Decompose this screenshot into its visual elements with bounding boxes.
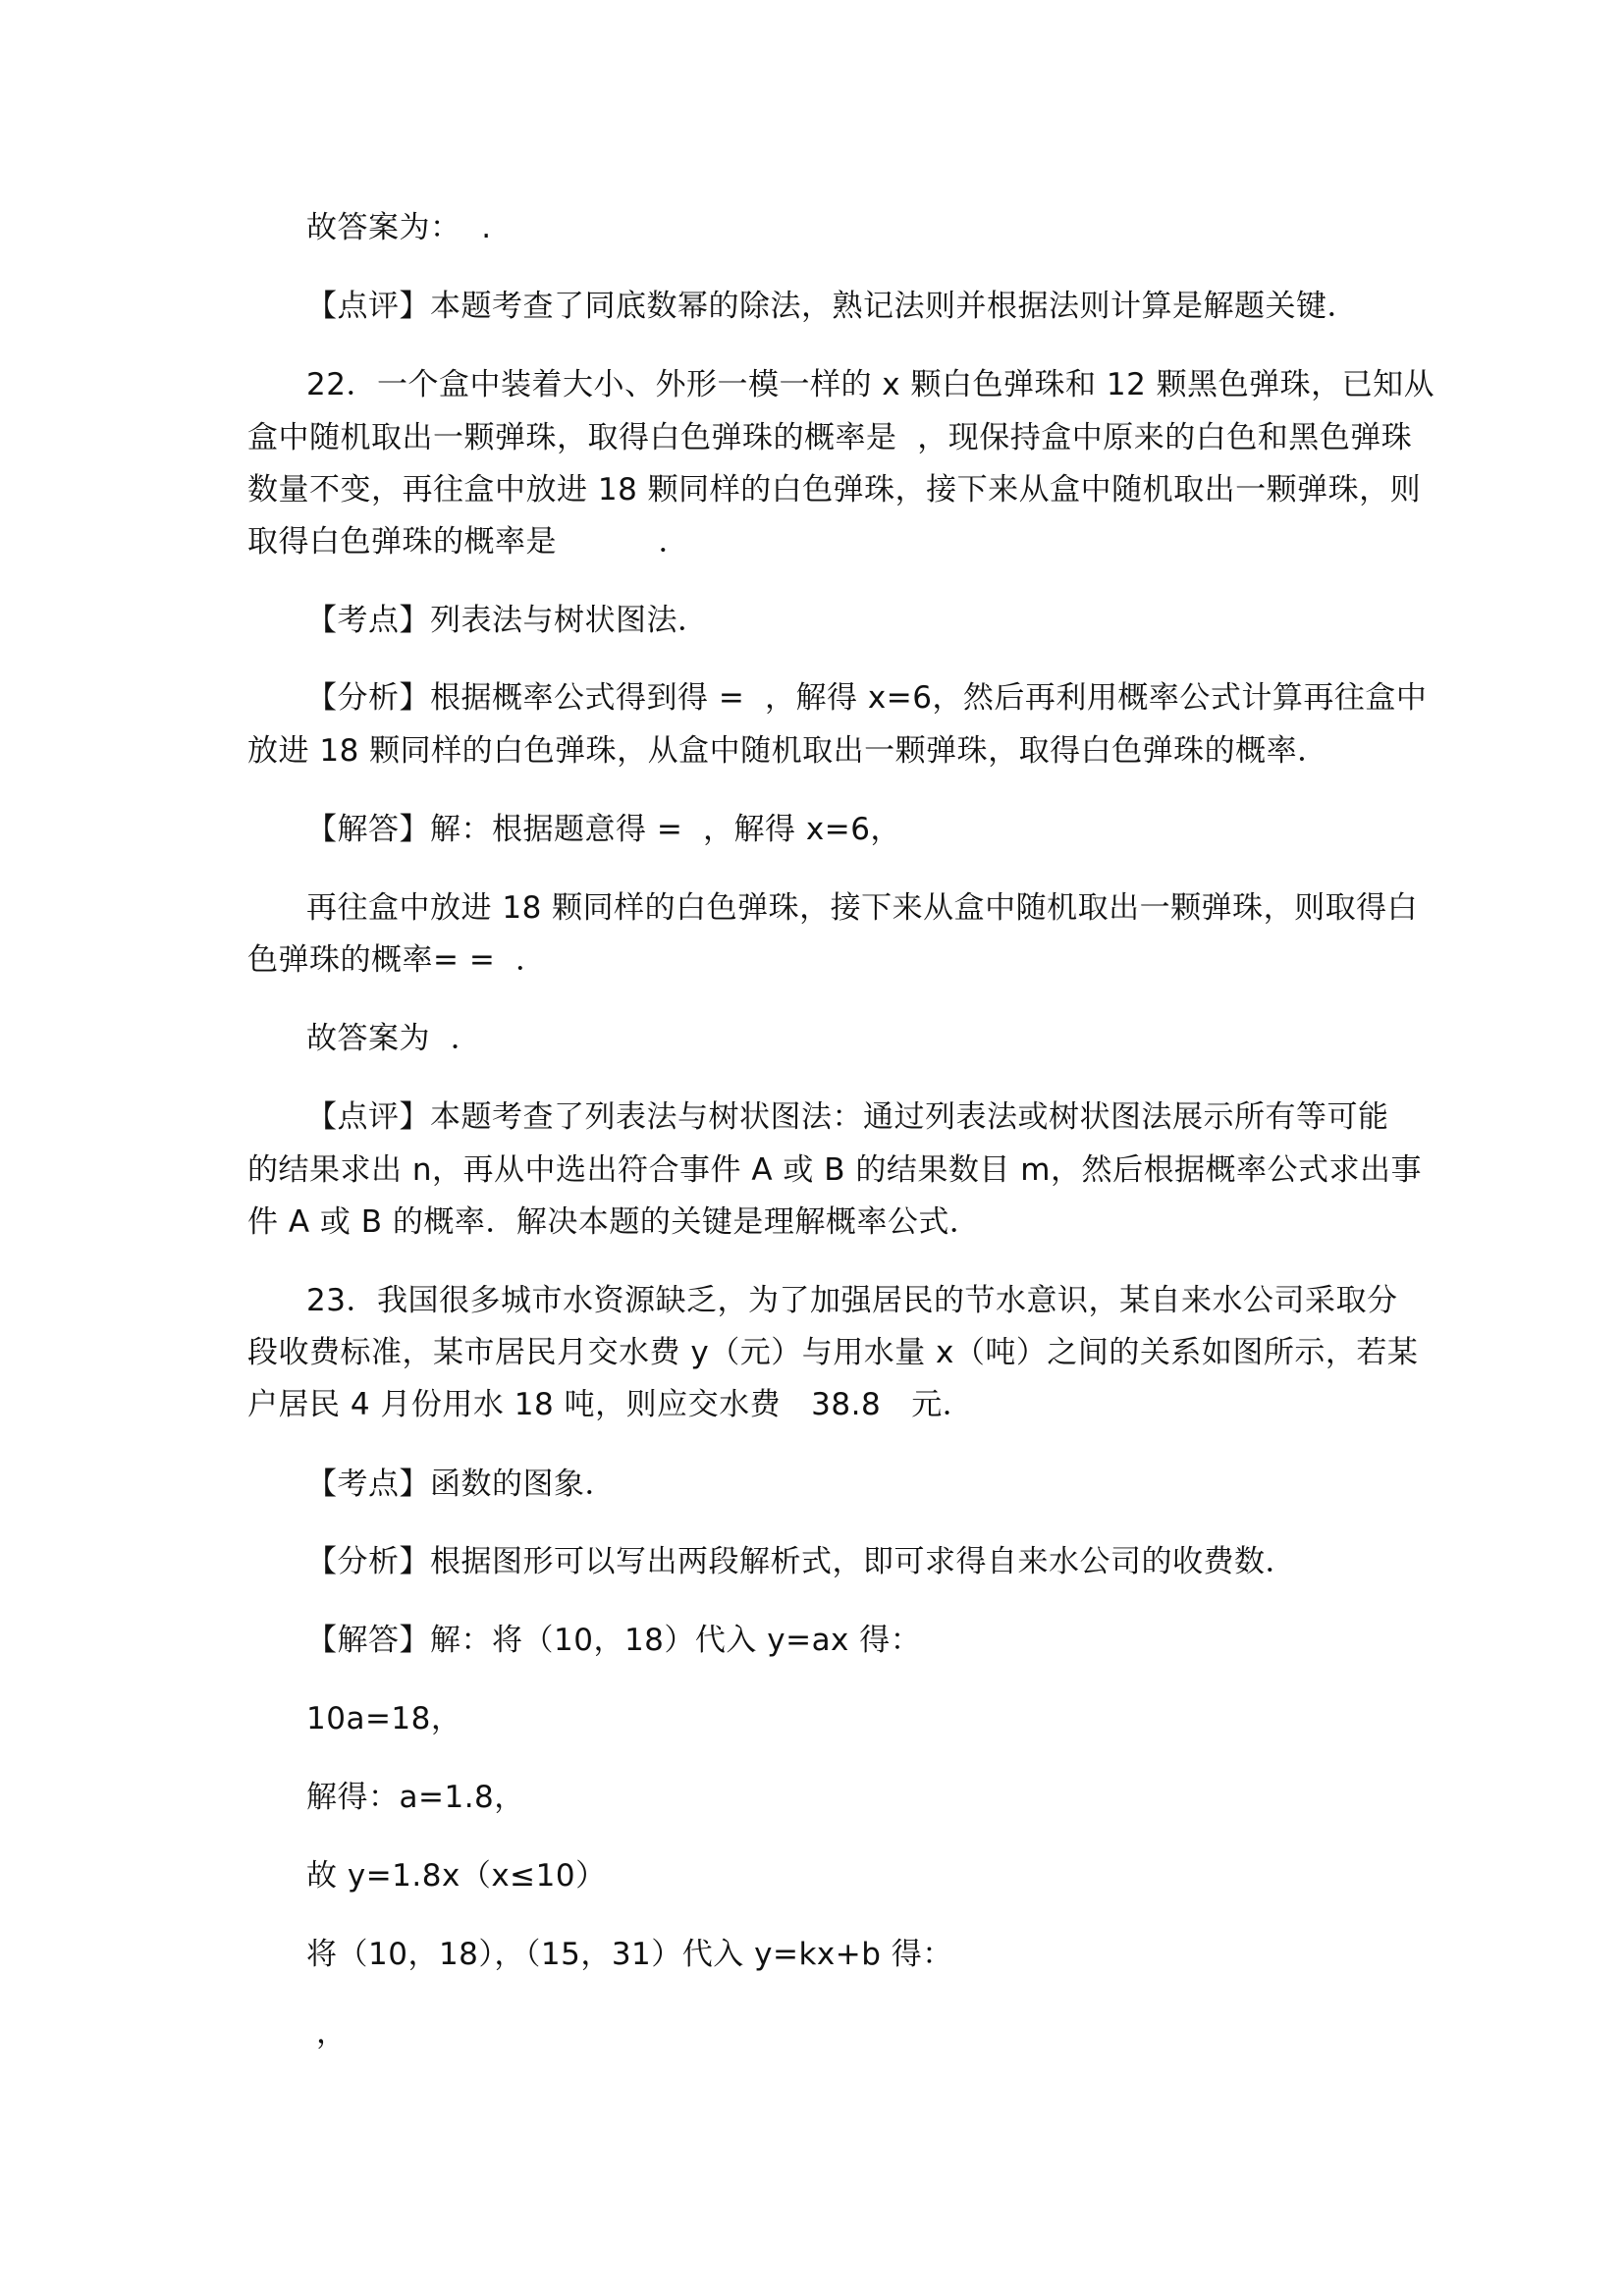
comment-line-21: 【点评】本题考查了同底数幂的除法，熟记法则并根据法则计算是解题关键．: [306, 289, 1358, 324]
analysis-22-line-2: 放进 18 颗同样的白色弹珠，从盒中随机取出一颗弹珠，取得白色弹珠的概率．: [247, 733, 1328, 769]
analysis-23: 【分析】根据图形可以写出两段解析式，即可求得自来水公司的收费数．: [306, 1544, 1296, 1579]
question-22-line-4: 取得白色弹珠的概率是 ．: [247, 524, 690, 560]
solution-23-line-3: 解得：a=1.8，: [306, 1780, 525, 1815]
comment-22-line-2: 的结果求出 n，再从中选出符合事件 A 或 B 的结果数目 m，然后根据概率公式求出事: [247, 1152, 1422, 1188]
kaodian-23: 【考点】函数的图象．: [306, 1467, 616, 1502]
question-23-line-2: 段收费标准，某市居民月交水费 y（元）与用水量 x（吨）之间的关系如图所示，若某: [247, 1335, 1419, 1370]
solution-23-line-2: 10a=18，: [306, 1701, 462, 1736]
solution-23-line-5: 将（10，18），（15，31）代入 y=kx+b 得：: [306, 1937, 953, 1972]
analysis-22-line-1: 【分析】根据概率公式得到得 = ，解得 x=6，然后再利用概率公式计算再往盒中: [306, 680, 1428, 716]
question-23-line-1: 23．我国很多城市水资源缺乏，为了加强居民的节水意识，某自来水公司采取分: [306, 1283, 1398, 1318]
kaodian-22: 【考点】列表法与树状图法．: [306, 603, 709, 638]
solution-22-line-3: 色弹珠的概率= = ．: [247, 942, 547, 978]
question-22-line-2: 盒中随机取出一颗弹珠，取得白色弹珠的概率是 ，现保持盒中原来的白色和黑色弹珠: [247, 420, 1413, 455]
comment-22-line-1: 【点评】本题考查了列表法与树状图法：通过列表法或树状图法展示所有等可能: [306, 1099, 1389, 1135]
solution-22-line-2: 再往盒中放进 18 颗同样的白色弹珠，接下来从盒中随机取出一颗弹珠，则取得白: [306, 890, 1419, 926]
comment-22-line-3: 件 A 或 B 的概率．解决本题的关键是理解概率公式．: [247, 1204, 981, 1240]
solution-23-line-6: ，: [316, 2015, 348, 2051]
question-23-line-3: 户居民 4 月份用水 18 吨，则应交水费 38.8 元．: [247, 1387, 974, 1422]
question-22-line-3: 数量不变，再往盒中放进 18 颗同样的白色弹珠，接下来从盒中随机取出一颗弹珠，则: [247, 472, 1422, 507]
question-22-line-1: 22．一个盒中装着大小、外形一模一样的 x 颗白色弹珠和 12 颗黑色弹珠，已知从: [306, 367, 1435, 402]
answer-line-21: 故答案为： .: [306, 210, 492, 245]
solution-23-line-4: 故 y=1.8x（x≤10）: [306, 1858, 607, 1894]
solution-23-line-1: 【解答】解：将（10，18）代入 y=ax 得：: [306, 1623, 922, 1658]
answer-line-22: 故答案为 ．: [306, 1021, 482, 1056]
solution-22-line-1: 【解答】解：根据题意得 = ，解得 x=6，: [306, 812, 901, 847]
